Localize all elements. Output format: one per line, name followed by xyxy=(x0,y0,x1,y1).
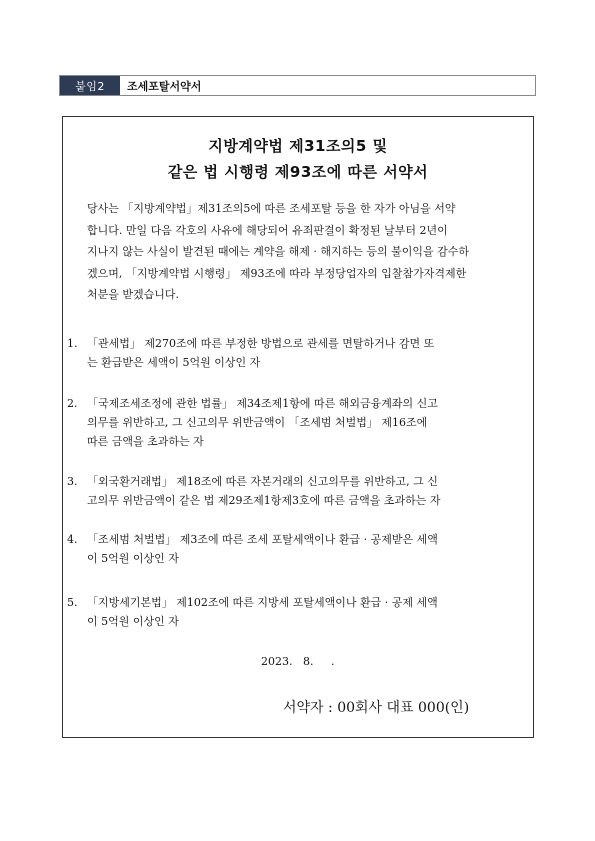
attachment-tag: 붙임2 xyxy=(60,76,120,95)
item-line: 따른 금액을 초과하는 자 xyxy=(87,435,204,448)
attachment-header xyxy=(59,75,536,96)
intro-paragraph xyxy=(87,198,527,306)
item-line: 이 5억원 이상인 자 xyxy=(87,615,179,628)
pledge-signature: 서약자 : 00회사 대표 000(인) xyxy=(283,700,470,716)
item-number: 2. xyxy=(67,397,78,410)
document-title-line1: 지방계약법 제31조의5 및 xyxy=(208,137,388,155)
item-line: 는 환급받은 세액이 5억원 이상인 자 xyxy=(87,356,261,369)
item-line: 「관세법」 제270조에 따른 부정한 방법으로 관세를 면탈하거나 감면 또 xyxy=(87,337,435,350)
item-line: 이 5억원 이상인 자 xyxy=(87,552,179,565)
intro-line: 지나지 않는 사실이 발견된 때에는 계약을 해제 · 해지하는 등의 불이익을 감수하 xyxy=(87,245,469,258)
intro-line: 당사는 「지방계약법」제31조의5에 따른 조세포탈 등을 한 자가 아님을 서약 xyxy=(87,202,456,215)
item-line: 「국제조세조정에 관한 법률」 제34조제1항에 따른 해외금융계좌의 신고 xyxy=(87,397,438,410)
document-title-line2: 같은 법 시행령 제93조에 따른 서약서 xyxy=(167,163,429,181)
item-line: 고의무 위반금액이 같은 법 제29조제1항제3호에 따른 금액을 초과하는 자 xyxy=(87,494,441,507)
item-number: 5. xyxy=(67,596,78,609)
item-line: 「지방세기본법」 제102조에 따른 지방세 포탈세액이나 환급 · 공제 세액 xyxy=(87,596,438,609)
item-line: 의무를 위반하고, 그 신고의무 위반금액이 「조세범 처벌법」 제16조에 xyxy=(87,416,428,429)
attachment-title: 조세포탈서약서 xyxy=(127,79,202,93)
pledge-date: 2023. 8. . xyxy=(261,655,335,668)
item-number: 3. xyxy=(67,475,78,488)
intro-line: 합니다. 만일 다음 각호의 사유에 해당되어 유죄판결이 확정된 날부터 2년이 xyxy=(87,223,448,237)
item-line: 「조세범 처벌법」 제3조에 따른 조세 포탈세액이나 환급 · 공제받은 세액 xyxy=(87,533,438,546)
pledge-document xyxy=(62,116,534,738)
item-number: 1. xyxy=(67,337,78,350)
intro-line: 겠으며, 「지방계약법 시행령」 제93조에 따라 부정당업자의 입찰참가자격제한 xyxy=(87,266,467,280)
item-line: 「외국환거래법」 제18조에 따른 자본거래의 신고의무를 위반하고, 그 신 xyxy=(87,475,438,488)
item-number: 4. xyxy=(67,533,78,546)
intro-line: 처분을 받겠습니다. xyxy=(87,288,180,301)
